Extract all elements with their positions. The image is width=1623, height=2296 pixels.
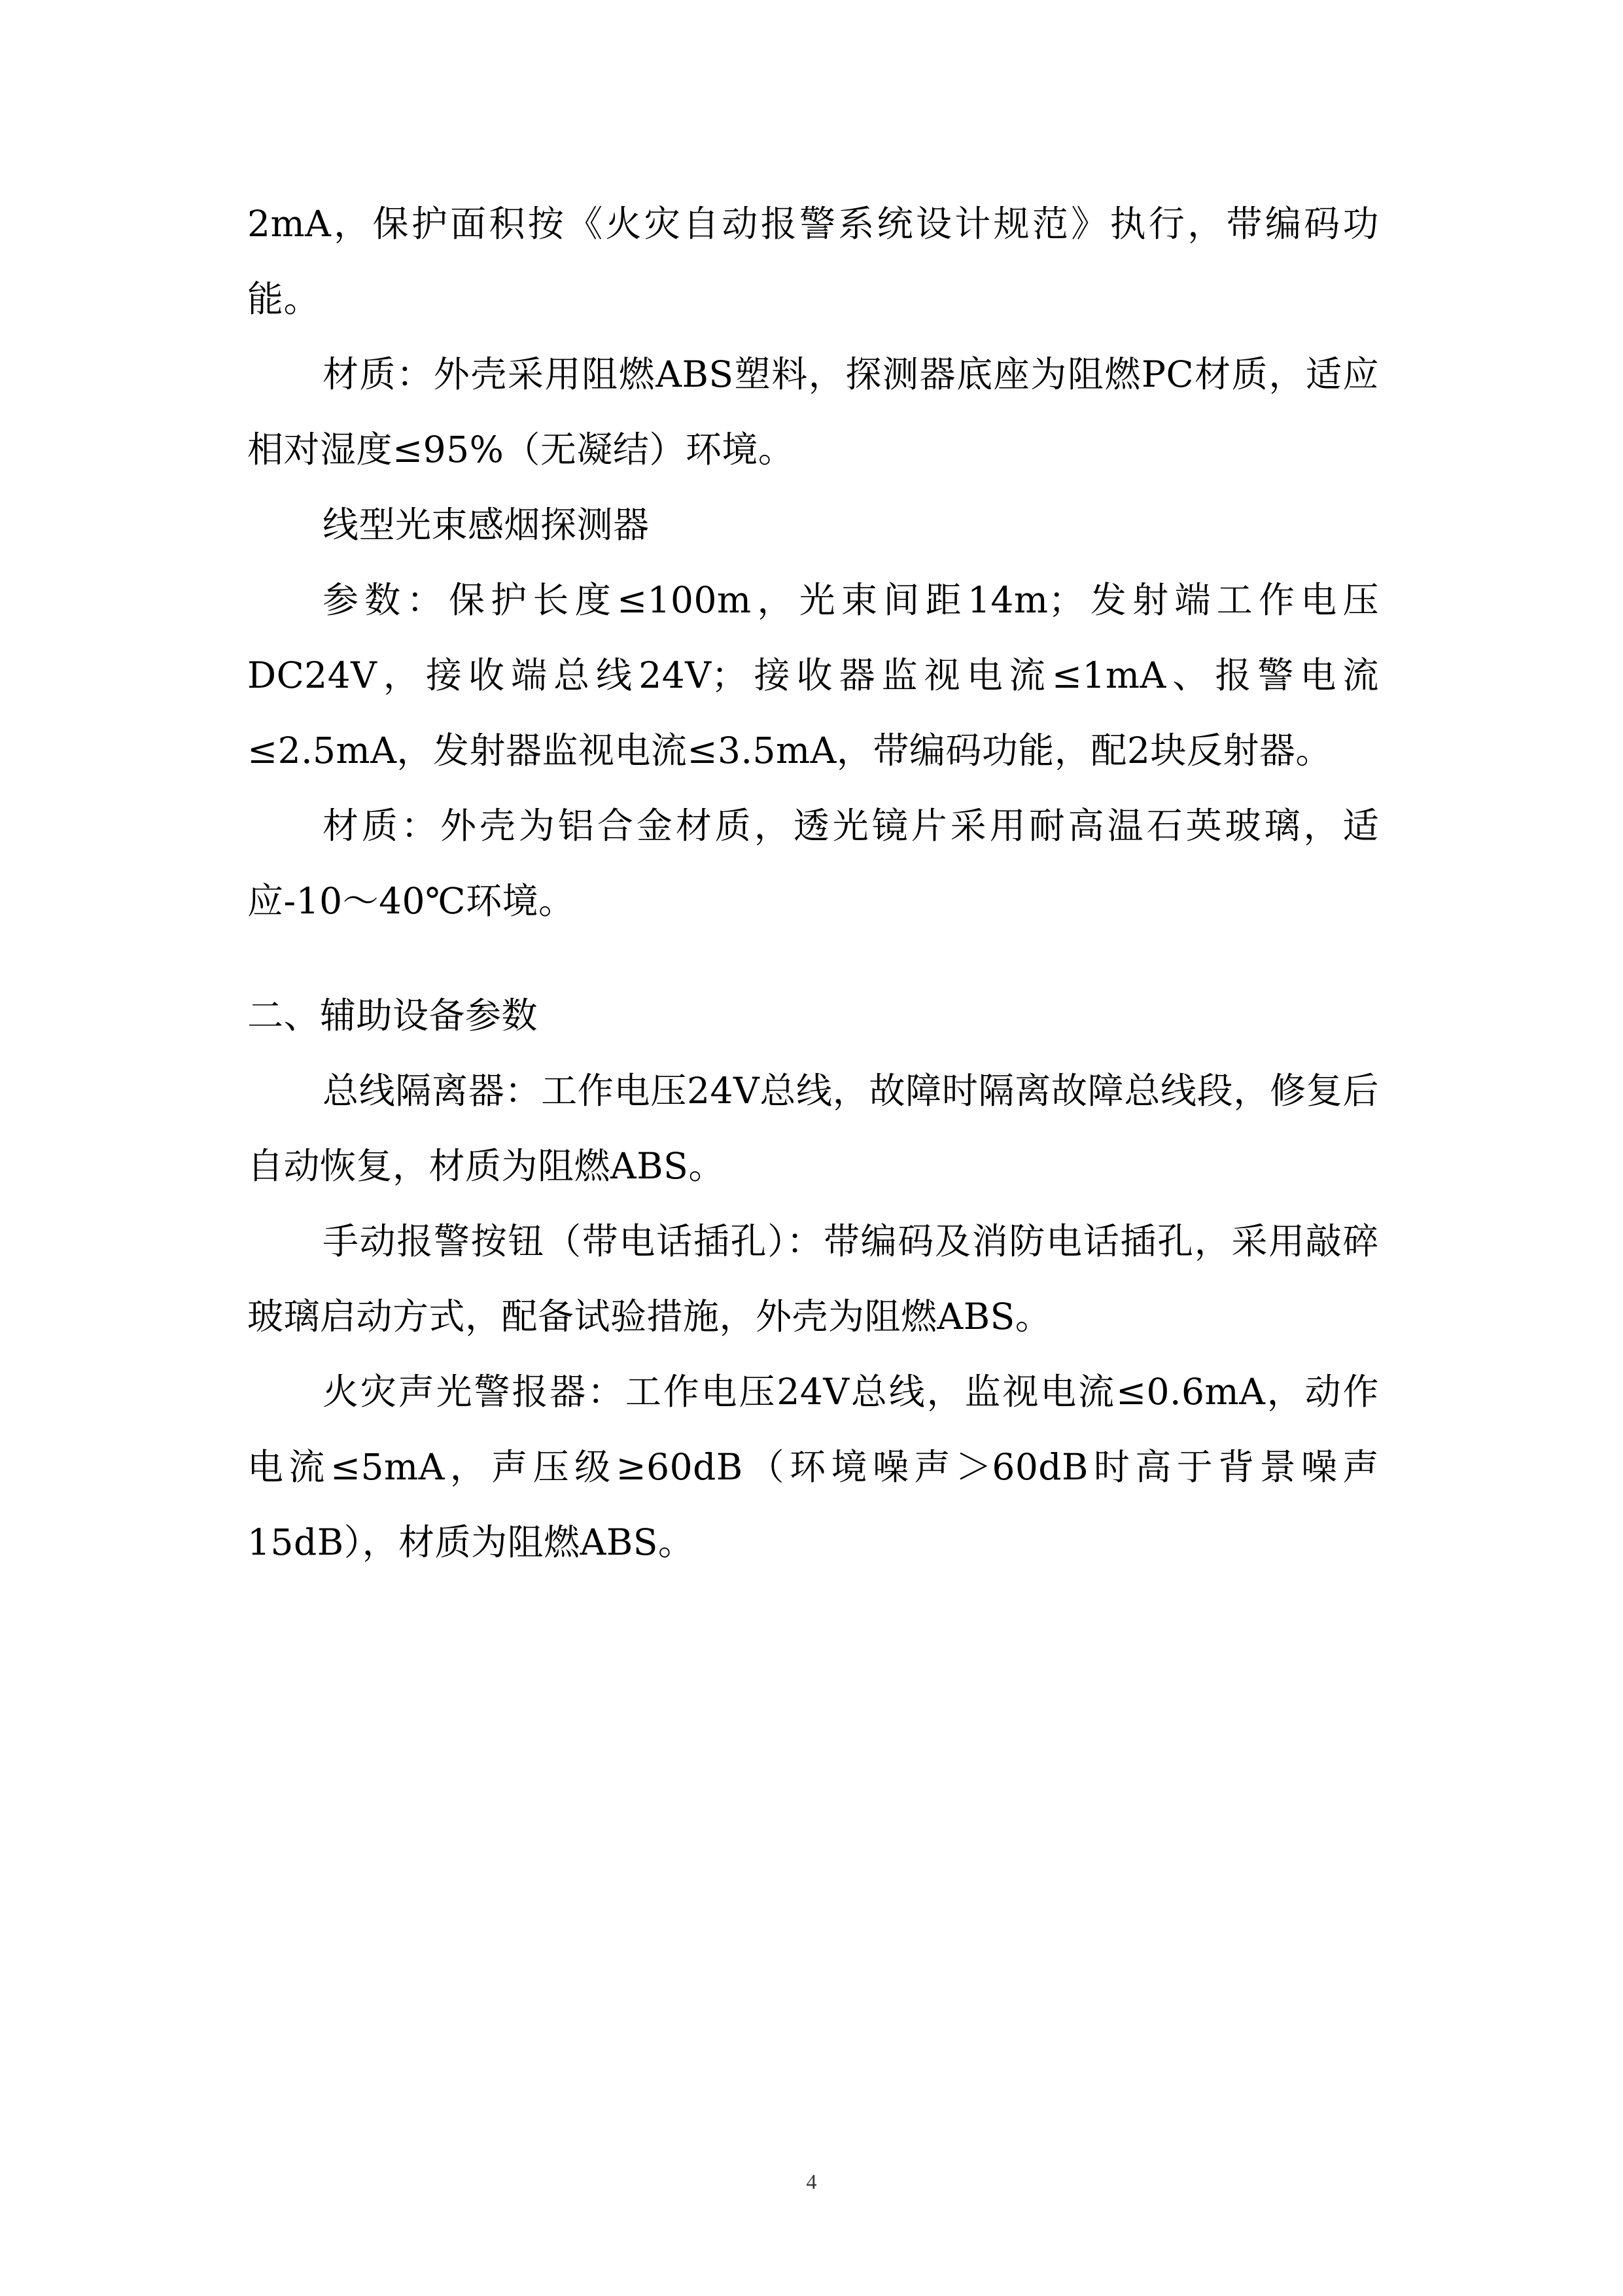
section-heading: 二、辅助设备参数 [247, 995, 538, 1036]
section-gap [247, 939, 1379, 978]
page-body [247, 186, 1379, 1580]
paragraph-material-smoke-detector: 材质：外壳采用阻燃ABS塑料，探测器底座为阻燃PC材质，适应相对湿度≤95%（无凝结）环境。 [247, 353, 1379, 470]
paragraph-sound-light-alarm: 火灾声光警报器：工作电压24V总线，监视电流≤0.6mA，动作电流≤5mA，声压级≥60dB（环境噪声＞60dB时高于背景噪声15dB），材质为阻燃ABS。 [247, 1371, 1379, 1563]
paragraph-bus-isolator: 总线隔离器：工作电压24V总线，故障时隔离故障总线段，修复后自动恢复，材质为阻燃ABS。 [247, 1070, 1379, 1187]
page-number: 4 [806, 2170, 817, 2193]
paragraph-continuation: 2mA，保护面积按《火灾自动报警系统设计规范》执行，带编码功能。 [247, 203, 1379, 320]
paragraph-beam-detector-title: 线型光束感烟探测器 [323, 504, 650, 546]
paragraph-beam-detector-params: 参数：保护长度≤100m，光束间距14m；发射端工作电压DC24V，接收端总线24V；接收器监视电流≤1mA、报警电流≤2.5mA，发射器监视电流≤3.5mA，带编码功能，配2块反射器。 [247, 579, 1379, 771]
paragraph-beam-detector-material: 材质：外壳为铝合金材质，透光镜片采用耐高温石英玻璃，适应-10～40℃环境。 [247, 805, 1379, 922]
paragraph-manual-alarm-button: 手动报警按钮（带电话插孔）：带编码及消防电话插孔，采用敲碎玻璃启动方式，配备试验措施，外壳为阻燃ABS。 [247, 1220, 1379, 1337]
